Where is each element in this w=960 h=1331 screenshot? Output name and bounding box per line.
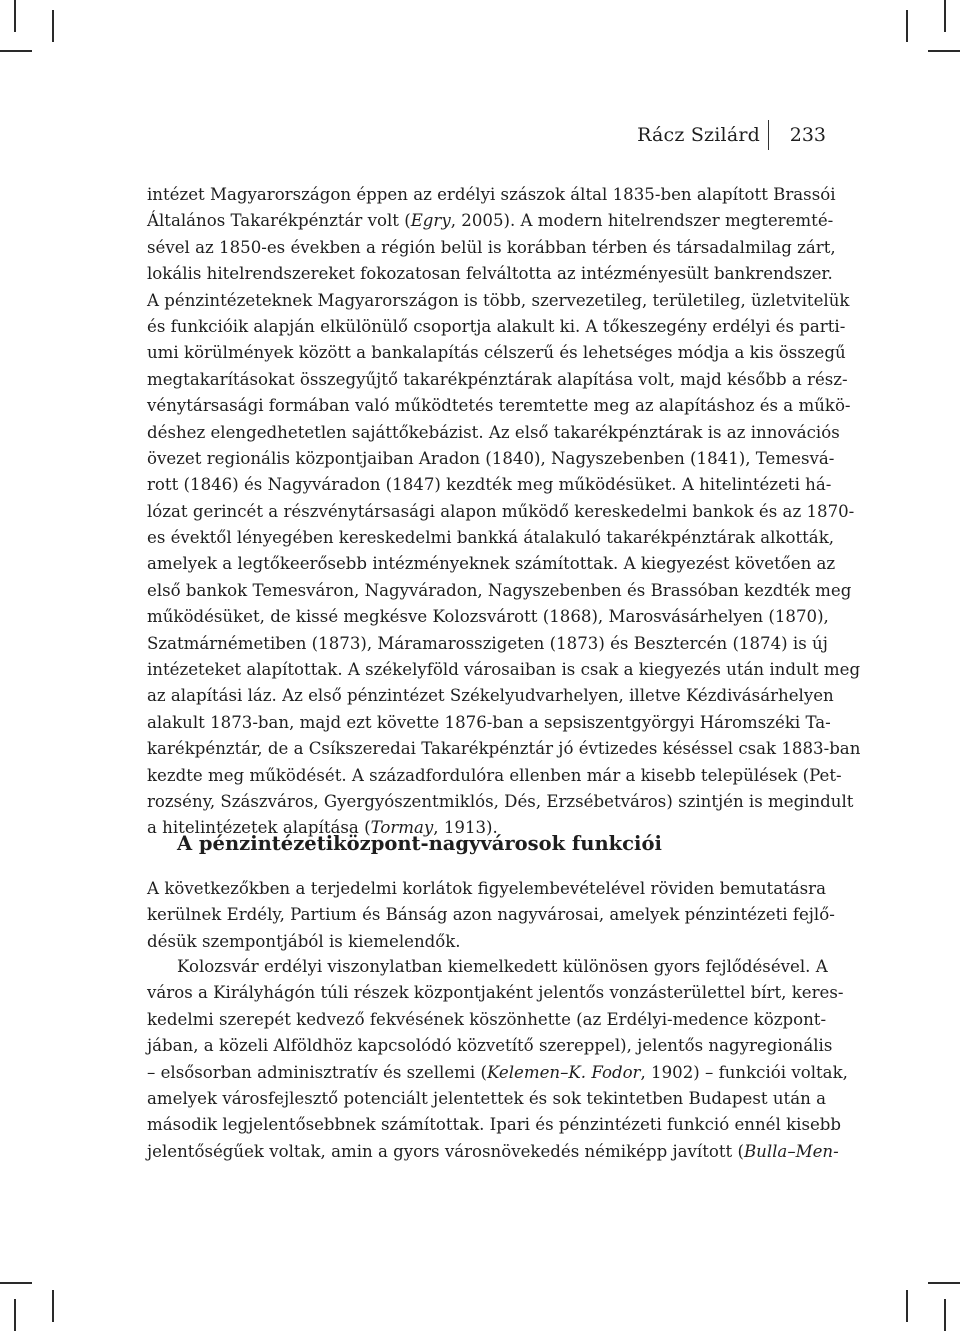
text-run: , 1913). [433, 818, 498, 838]
text-line [147, 551, 836, 577]
text-line [147, 578, 852, 604]
text-run: amelyek a legtőkeerősebb intézményeknek számítottak. A kiegyezést követően az [147, 554, 836, 574]
crop-mark [14, 1299, 16, 1331]
crop-mark [944, 1299, 946, 1331]
text-run: Kolozsvár erdélyi viszonylatban kiemelkedett különösen gyors fejlődésével. A [177, 957, 828, 976]
text-run: és funkcióik alapján elkülönülő csoportja alakult ki. A tőkeszegény erdélyi és parti- [147, 316, 846, 336]
text-run: lokális hitelrendszereket fokozatosan felváltotta az intézményesült bankrendszer. [147, 264, 833, 284]
crop-mark [14, 0, 16, 32]
text-line [147, 1060, 848, 1086]
text-run: vénytársasági formában való működtetés teremtette meg az alapításhoz és a műkö- [147, 396, 851, 416]
text-run: megtakarításokat összegyűjtő takarékpénztárak alapítása volt, majd később a rész- [147, 369, 848, 389]
text-line [147, 314, 846, 340]
text-run: jában, a közeli Alföldhöz kapcsolódó közvetítő szereppel), jelentős nagyregionális [147, 1036, 833, 1056]
text-line [147, 208, 834, 234]
text-line [147, 980, 844, 1006]
text-run: első bankok Temesváron, Nagyváradon, Nagyszebenben és Brassóban kezdték meg [147, 580, 852, 600]
header-author: Rácz Szilárd [637, 124, 760, 146]
header-divider [768, 120, 769, 150]
text-line [147, 525, 835, 551]
page-number: 233 [789, 124, 826, 146]
text-run: es évektől lényegében kereskedelmi bankká átalakuló takarékpénztárak alkották, [147, 528, 835, 548]
text-run: umi körülmények között a bankalapítás célszerű és lehetséges módja a kis összegű [147, 343, 846, 363]
crop-mark [52, 10, 54, 42]
text-run: kezdte meg működését. A századfordulóra ellenben már a kisebb települések (Pet- [147, 765, 842, 785]
text-run: intézeteket alapítottak. A székelyföld városaiban is csak a kiegyezés után indult meg [147, 660, 861, 680]
text-line [147, 657, 861, 683]
citation-author: Bulla–Men- [743, 1141, 839, 1161]
text-line [147, 631, 826, 657]
text-line [147, 1086, 826, 1112]
text-line [147, 393, 851, 419]
text-line [147, 420, 840, 446]
text-run: jelentőségűek voltak, amin a gyors városnövekedés némiképp javított ( [147, 1141, 744, 1161]
text-run: Szatmárnémetiben (1873), Máramarosszigeten (1873) és Besztercén (1874) is új [147, 633, 828, 653]
crop-mark [0, 50, 32, 52]
text-line [147, 367, 848, 393]
text-line [147, 261, 833, 287]
crop-mark [928, 50, 960, 52]
text-line [147, 683, 834, 709]
crop-mark [0, 1282, 32, 1284]
text-run: lózat gerincét a részvénytársasági alapon működő kereskedelmi bankok és az 1870- [147, 501, 855, 521]
text-run: amelyek városfejlesztő potenciált jelentettek és sok tekintetben Budapest után a [147, 1088, 826, 1108]
text-line [147, 710, 831, 736]
text-run: Általános Takarékpénztár volt ( [147, 211, 411, 231]
running-header [600, 120, 826, 154]
text-line [147, 1007, 826, 1033]
text-line [147, 499, 855, 525]
text-line [147, 902, 835, 928]
text-run: , 2005). A modern hitelrendszer megteremté- [450, 211, 834, 231]
text-run: rozsény, Szászváros, Gyergyószentmiklós, Dés, Erzsébetváros) szintjén is megindult [147, 791, 854, 811]
text-run: kedelmi szerepét kedvező fekvésének köszönhette (az Erdélyi-medence központ- [147, 1009, 827, 1029]
text-line [147, 763, 842, 789]
text-run: A következőkben a terjedelmi korlátok figyelembevételével röviden bemutatásra [147, 879, 826, 898]
text-run: második legjelentősebbnek számítottak. Ipari és pénzintézeti funkció ennél kisebb [147, 1115, 842, 1135]
text-line [147, 1112, 842, 1138]
paragraph-3 [147, 954, 848, 1165]
text-run: karékpénztár, de a Csíkszeredai Takarékpénztár jó évtizedes késéssel csak 1883-ban [147, 739, 861, 759]
text-line [147, 446, 835, 472]
text-line [147, 1139, 839, 1165]
text-run: A pénzintézeteknek Magyarországon is több, szervezetileg, területileg, üzletvitelük [147, 290, 850, 310]
section-heading: A pénzintézetiközpont-nagyvárosok funkciói [177, 832, 662, 855]
text-run: sével az 1850-es években a régión belül is korábban térben és társadalmilag zárt, [147, 237, 836, 257]
text-line [147, 789, 854, 815]
text-run: rott (1846) és Nagyváradon (1847) kezdték meg működésüket. A hitelintézeti há- [147, 475, 832, 495]
paragraph-2 [147, 876, 835, 955]
text-run: , 1902) – funkciói voltak, [640, 1062, 848, 1082]
text-run: alakult 1873-ban, majd ezt követte 1876-ban a sepsiszentgyörgyi Háromszéki Ta- [147, 712, 831, 732]
text-line [147, 876, 826, 902]
text-line [147, 929, 826, 955]
text-line [147, 288, 850, 314]
text-run: város a Királyhágón túli részek központjaként jelentős vonzásterülettel bírt, keres- [147, 983, 844, 1003]
text-line [147, 1033, 833, 1059]
text-run: az alapítási láz. Az első pénzintézet Székelyudvarhelyen, illetve Kézdivásárhelyen [147, 686, 834, 706]
citation-author: Tormay [370, 818, 434, 838]
text-run: kerülnek Erdély, Partium és Bánság azon nagyvárosai, amelyek pénzintézeti fejlő- [147, 905, 835, 925]
crop-mark [928, 1282, 960, 1284]
text-line [147, 954, 826, 980]
crop-mark [52, 1290, 54, 1322]
text-run: a hitelintézetek alapítása ( [147, 818, 371, 838]
citation-author: Egry [410, 211, 451, 231]
text-run: – elsősorban adminisztratív és szellemi ( [147, 1062, 487, 1082]
text-line [147, 340, 846, 366]
paragraph-1 [147, 182, 861, 842]
text-run: désük szempontjából is kiemelendők. [147, 931, 461, 951]
text-run: működésüket, de kissé megkésve Kolozsvárott (1868), Marosvásárhelyen (1870), [147, 607, 829, 627]
citation-author: Kelemen–K. Fodor [486, 1062, 641, 1082]
text-run: övezet regionális központjaiban Aradon (1840), Nagyszebenben (1841), Temesvá- [147, 448, 835, 468]
text-line [147, 736, 861, 762]
text-line [147, 182, 836, 208]
crop-mark [906, 1290, 908, 1322]
text-line [147, 472, 832, 498]
text-line [147, 604, 829, 630]
crop-mark [944, 0, 946, 32]
crop-mark [906, 10, 908, 42]
text-line [147, 235, 836, 261]
text-run: déshez elengedhetetlen sajáttőkebázist. Az első takarékpénztárak is az innovációs [147, 422, 840, 442]
text-run: intézet Magyarországon éppen az erdélyi szászok által 1835-ben alapított Brassói [147, 185, 836, 204]
